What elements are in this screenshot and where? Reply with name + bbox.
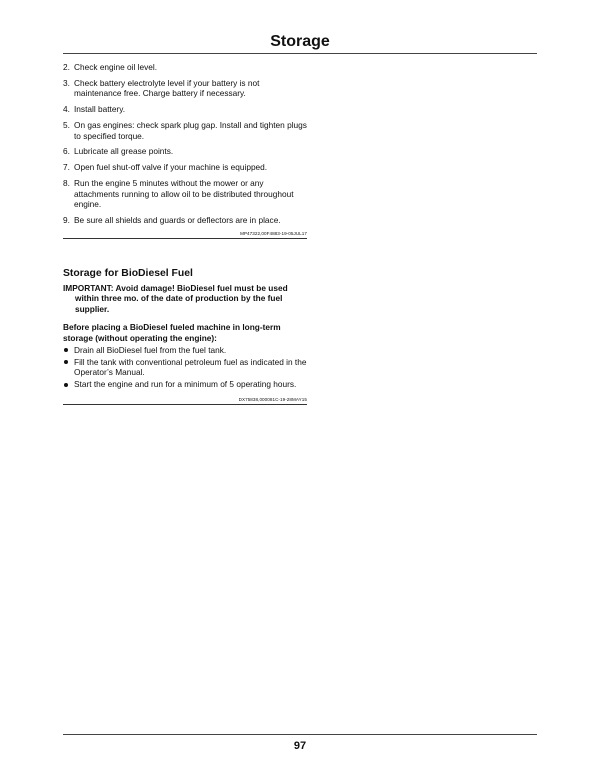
step-number: 8. [63, 178, 70, 189]
step-number: 7. [63, 162, 70, 173]
header-divider [63, 53, 537, 54]
step-number: 4. [63, 104, 70, 115]
section-title: Storage for BioDiesel Fuel [63, 267, 193, 279]
bullet-icon [64, 383, 68, 387]
step-text: Be sure all shields and guards or deflectors are in place. [74, 214, 281, 225]
list-item [63, 379, 307, 389]
footer-divider [63, 734, 537, 735]
list-item [63, 146, 307, 156]
bullet-text: Drain all BioDiesel fuel from the fuel tank. [74, 344, 227, 355]
important-notice: IMPORTANT: Avoid damage! BioDiesel fuel must be used within three mo. of the date of production by the fuel supplier. [63, 282, 288, 314]
list-item [63, 104, 307, 114]
page-number: 97 [293, 740, 307, 752]
step-text: Run the engine 5 minutes without the mower or any attachments running to allow oil to be distributed throughout engine. [74, 178, 294, 210]
content-column [63, 62, 307, 405]
list-item [63, 162, 307, 172]
reference-code: DX75838,000081C-19-28MAY15 [63, 397, 307, 405]
step-text: On gas engines: check spark plug gap. Install and tighten plugs to specified torque. [74, 120, 307, 141]
biodiesel-steps-list [63, 345, 307, 390]
step-number: 3. [63, 77, 70, 88]
list-item [63, 178, 307, 209]
bullet-text: Start the engine and run for a minimum of 5 operating hours. [74, 379, 297, 390]
list-item [63, 215, 307, 225]
step-number: 9. [63, 214, 70, 225]
bullet-text: Fill the tank with conventional petroleum fuel as indicated in the Operator’s Manual. [74, 356, 307, 378]
list-item [63, 78, 307, 99]
list-item [63, 120, 307, 141]
bullet-icon [64, 348, 68, 352]
page-title: Storage [270, 33, 330, 50]
step-number: 2. [63, 62, 70, 72]
step-text: Check engine oil level. [74, 62, 158, 72]
reference-code: MP47322,00F4883-19-05JUL17 [63, 231, 307, 239]
step-number: 6. [63, 146, 70, 157]
bullet-icon [64, 360, 68, 364]
list-item [63, 357, 307, 378]
list-item [63, 62, 307, 72]
step-text: Check battery electrolyte level if your battery is not maintenance free. Charge battery if necessary. [74, 77, 260, 99]
step-text: Lubricate all grease points. [74, 146, 174, 157]
step-text: Open fuel shut-off valve if your machine is equipped. [74, 162, 268, 173]
instruction-lead: Before placing a BioDiesel fueled machine in long-term storage (without operating the engine): [63, 322, 281, 343]
step-number: 5. [63, 120, 70, 131]
list-item [63, 345, 307, 355]
storage-steps-list [63, 62, 307, 225]
step-text: Install battery. [74, 104, 126, 115]
